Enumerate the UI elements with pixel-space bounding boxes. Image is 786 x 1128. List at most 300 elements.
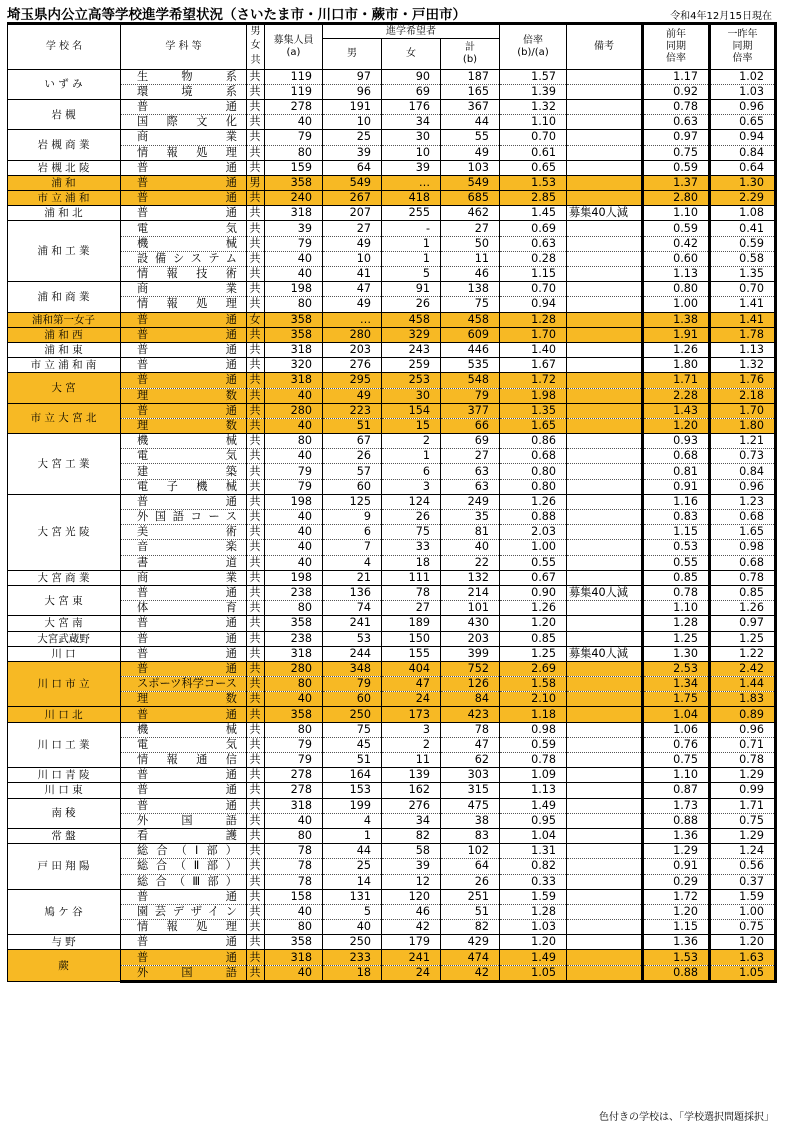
prev2-year-ratio: 1.41 [710, 312, 776, 327]
male-value: 26 [323, 449, 382, 464]
table-row [8, 753, 776, 768]
note-value [567, 601, 643, 616]
prev-year-ratio: 1.15 [643, 525, 710, 540]
prev2-year-ratio: 0.58 [710, 251, 776, 266]
note-value [567, 661, 643, 676]
total-value: 458 [441, 312, 500, 327]
capacity-value: 358 [265, 175, 323, 190]
sex-type: 共 [247, 449, 265, 464]
school-name: 鳩 ケ 谷 [8, 889, 121, 935]
note-value: 募集40人減 [567, 206, 643, 221]
total-value: 81 [441, 525, 500, 540]
capacity-value: 358 [265, 312, 323, 327]
capacity-value: 358 [265, 935, 323, 950]
table-row [8, 160, 776, 175]
female-value: 34 [382, 115, 441, 130]
female-value: 150 [382, 631, 441, 646]
capacity-value: 79 [265, 130, 323, 145]
capacity-value: 358 [265, 327, 323, 342]
table-row [8, 434, 776, 449]
female-value: 179 [382, 935, 441, 950]
note-value [567, 479, 643, 494]
male-value: 348 [323, 661, 382, 676]
total-value: 103 [441, 160, 500, 175]
prev-year-ratio: 1.17 [643, 69, 710, 84]
school-name: 川 口 東 [8, 783, 121, 798]
note-value [567, 282, 643, 297]
capacity-value: 80 [265, 297, 323, 312]
total-value: 549 [441, 175, 500, 190]
capacity-value: 318 [265, 342, 323, 357]
prev-year-ratio: 0.81 [643, 464, 710, 479]
table-row [8, 403, 776, 418]
female-value: 458 [382, 312, 441, 327]
male-value: 199 [323, 798, 382, 813]
total-value: 609 [441, 327, 500, 342]
table-row [8, 722, 776, 737]
sex-type: 共 [247, 737, 265, 752]
sex-type: 共 [247, 130, 265, 145]
prev-year-ratio: 1.28 [643, 616, 710, 631]
note-value [567, 494, 643, 509]
prev2-year-ratio: 0.41 [710, 221, 776, 236]
female-value: 27 [382, 601, 441, 616]
note-value [567, 251, 643, 266]
male-value: 125 [323, 494, 382, 509]
note-value [567, 403, 643, 418]
table-row [8, 828, 776, 843]
note-value [567, 69, 643, 84]
table-row [8, 418, 776, 433]
female-value: 75 [382, 525, 441, 540]
sex-type: 共 [247, 950, 265, 965]
course-name: 電子機械 [121, 479, 247, 494]
note-value [567, 510, 643, 525]
capacity-value: 80 [265, 920, 323, 935]
sex-type: 共 [247, 874, 265, 889]
school-name: 浦 和 東 [8, 342, 121, 357]
course-name: 普通 [121, 950, 247, 965]
sex-type: 女 [247, 312, 265, 327]
sex-type: 共 [247, 935, 265, 950]
table-row [8, 69, 776, 84]
page-title: 埼玉県内公立高等学校進学希望状況（さいたま市・川口市・蕨市・戸田市） [7, 7, 466, 23]
prev2-year-ratio: 0.89 [710, 707, 776, 722]
total-value: 44 [441, 115, 500, 130]
prev2-year-ratio: 1.23 [710, 494, 776, 509]
prev-year-ratio: 0.29 [643, 874, 710, 889]
capacity-value: 158 [265, 889, 323, 904]
sex-type: 共 [247, 115, 265, 130]
school-name: 大 宮 商 業 [8, 570, 121, 585]
prev2-year-ratio: 1.35 [710, 267, 776, 282]
prev2-year-ratio: 0.94 [710, 130, 776, 145]
table-row [8, 935, 776, 950]
total-value: 315 [441, 783, 500, 798]
male-value: 79 [323, 677, 382, 692]
male-value: 49 [323, 388, 382, 403]
course-name: 普通 [121, 358, 247, 373]
course-name: 電気 [121, 449, 247, 464]
prev-year-ratio: 1.75 [643, 692, 710, 707]
note-value [567, 191, 643, 206]
sex-type: 共 [247, 555, 265, 570]
capacity-value: 40 [265, 525, 323, 540]
prev2-year-ratio: 0.65 [710, 115, 776, 130]
course-name: 普通 [121, 99, 247, 114]
total-value: 423 [441, 707, 500, 722]
school-name: 市 立 浦 和 南 [8, 358, 121, 373]
prev-year-ratio: 0.75 [643, 753, 710, 768]
total-value: 548 [441, 373, 500, 388]
male-value: 41 [323, 267, 382, 282]
male-value: 203 [323, 342, 382, 357]
prev2-year-ratio: 1.71 [710, 798, 776, 813]
note-value: 募集40人減 [567, 646, 643, 661]
note-value [567, 768, 643, 783]
table-row [8, 388, 776, 403]
sex-type: 共 [247, 646, 265, 661]
table-row [8, 175, 776, 190]
male-value: 60 [323, 692, 382, 707]
ratio-value: 1.53 [500, 175, 567, 190]
prev2-year-ratio: 1.70 [710, 403, 776, 418]
ratio-value: 0.85 [500, 631, 567, 646]
header-sex-c: 共 [247, 54, 265, 69]
female-value: 90 [382, 69, 441, 84]
capacity-value: 40 [265, 692, 323, 707]
prev-year-ratio: 1.53 [643, 950, 710, 965]
female-value: 1 [382, 251, 441, 266]
total-value: 535 [441, 358, 500, 373]
sex-type: 共 [247, 585, 265, 600]
capacity-value: 119 [265, 69, 323, 84]
table-row [8, 312, 776, 327]
male-value: 51 [323, 418, 382, 433]
female-value: 26 [382, 297, 441, 312]
total-value: 63 [441, 479, 500, 494]
header-sex-f: 女 [247, 39, 265, 54]
ratio-value: 0.94 [500, 297, 567, 312]
prev2-year-ratio: 1.05 [710, 965, 776, 981]
ratio-value: 0.86 [500, 434, 567, 449]
sex-type: 共 [247, 282, 265, 297]
table-row [8, 874, 776, 889]
capacity-value: 79 [265, 753, 323, 768]
course-name: 普通 [121, 768, 247, 783]
prev-year-ratio: 0.78 [643, 585, 710, 600]
school-name: 戸 田 翔 陽 [8, 844, 121, 890]
male-value: 47 [323, 282, 382, 297]
capacity-value: 278 [265, 768, 323, 783]
ratio-value: 0.33 [500, 874, 567, 889]
note-value [567, 920, 643, 935]
male-value: 4 [323, 555, 382, 570]
prev-year-ratio: 0.91 [643, 479, 710, 494]
female-value: 46 [382, 904, 441, 919]
total-value: 187 [441, 69, 500, 84]
sex-type: 共 [247, 251, 265, 266]
total-value: 22 [441, 555, 500, 570]
capacity-value: 80 [265, 601, 323, 616]
capacity-value: 198 [265, 494, 323, 509]
course-name: 美術 [121, 525, 247, 540]
female-value: 78 [382, 585, 441, 600]
total-value: 64 [441, 859, 500, 874]
female-value: 418 [382, 191, 441, 206]
course-name: 普通 [121, 798, 247, 813]
prev2-year-ratio: 1.80 [710, 418, 776, 433]
ratio-value: 0.68 [500, 449, 567, 464]
school-name: 浦 和 [8, 175, 121, 190]
ratio-value: 1.28 [500, 904, 567, 919]
capacity-value: 78 [265, 844, 323, 859]
note-value [567, 965, 643, 981]
prev-year-ratio: 0.91 [643, 859, 710, 874]
total-value: 26 [441, 874, 500, 889]
capacity-value: 39 [265, 221, 323, 236]
table-row [8, 965, 776, 981]
course-name: 普通 [121, 631, 247, 646]
female-value: 124 [382, 494, 441, 509]
ratio-value: 1.35 [500, 403, 567, 418]
ratio-value: 1.98 [500, 388, 567, 403]
female-value: 404 [382, 661, 441, 676]
capacity-value: 40 [265, 965, 323, 981]
prev2-year-ratio: 0.84 [710, 145, 776, 160]
table-row [8, 464, 776, 479]
ratio-value: 0.80 [500, 464, 567, 479]
prev2-year-ratio: 0.68 [710, 555, 776, 570]
male-value: 67 [323, 434, 382, 449]
course-name: 情報処理 [121, 145, 247, 160]
prev2-year-ratio: 1.00 [710, 904, 776, 919]
total-value: 46 [441, 267, 500, 282]
male-value: 21 [323, 570, 382, 585]
ratio-value: 0.63 [500, 236, 567, 251]
ratio-value: 1.20 [500, 616, 567, 631]
female-value: 15 [382, 418, 441, 433]
prev2-year-ratio: 1.78 [710, 327, 776, 342]
male-value: 250 [323, 707, 382, 722]
sex-type: 共 [247, 206, 265, 221]
prev2-year-ratio: 0.59 [710, 236, 776, 251]
course-name: 理数 [121, 388, 247, 403]
table-row [8, 206, 776, 221]
ratio-value: 0.98 [500, 722, 567, 737]
total-value: 685 [441, 191, 500, 206]
table-row [8, 221, 776, 236]
ratio-value: 1.39 [500, 84, 567, 99]
ratio-value: 0.78 [500, 753, 567, 768]
course-name: 情報通信 [121, 753, 247, 768]
capacity-value: 40 [265, 555, 323, 570]
prev2-year-ratio: 0.85 [710, 585, 776, 600]
capacity-value: 40 [265, 813, 323, 828]
capacity-value: 318 [265, 646, 323, 661]
male-value: 27 [323, 221, 382, 236]
total-value: 49 [441, 145, 500, 160]
total-value: 38 [441, 813, 500, 828]
school-name: 川 口 工 業 [8, 722, 121, 768]
school-name: 岩 槻 北 陵 [8, 160, 121, 175]
prev2-year-ratio: 1.32 [710, 358, 776, 373]
table-row [8, 540, 776, 555]
course-name: 普通 [121, 585, 247, 600]
prev-year-ratio: 1.30 [643, 646, 710, 661]
header-female: 女 [382, 39, 441, 69]
header-sex-m: 男 [247, 24, 265, 39]
table-row [8, 555, 776, 570]
prev-year-ratio: 1.20 [643, 418, 710, 433]
male-value: 295 [323, 373, 382, 388]
capacity-value: 159 [265, 160, 323, 175]
total-value: 429 [441, 935, 500, 950]
prev-year-ratio: 0.59 [643, 160, 710, 175]
capacity-value: 79 [265, 737, 323, 752]
sex-type: 共 [247, 191, 265, 206]
course-name: 普通 [121, 494, 247, 509]
total-value: 251 [441, 889, 500, 904]
table-row [8, 570, 776, 585]
prev-year-ratio: 0.55 [643, 555, 710, 570]
prev2-year-ratio: 1.26 [710, 601, 776, 616]
note-value [567, 813, 643, 828]
note-value [567, 935, 643, 950]
ratio-value: 1.32 [500, 99, 567, 114]
header-capacity: 募集人員 (a) [265, 24, 323, 70]
sex-type: 共 [247, 267, 265, 282]
total-value: 50 [441, 236, 500, 251]
course-name: 理数 [121, 692, 247, 707]
prev2-year-ratio: 1.22 [710, 646, 776, 661]
course-name: 商業 [121, 570, 247, 585]
course-name: 書道 [121, 555, 247, 570]
sex-type: 共 [247, 479, 265, 494]
capacity-value: 320 [265, 358, 323, 373]
ratio-value: 1.57 [500, 69, 567, 84]
table-row [8, 661, 776, 676]
table-row [8, 707, 776, 722]
school-name: 市 立 浦 和 [8, 191, 121, 206]
prev2-year-ratio: 2.42 [710, 661, 776, 676]
sex-type: 共 [247, 570, 265, 585]
school-name: 岩 槻 [8, 99, 121, 129]
sex-type: 共 [247, 616, 265, 631]
sex-type: 共 [247, 494, 265, 509]
note-value [567, 388, 643, 403]
male-value: 131 [323, 889, 382, 904]
note-value [567, 358, 643, 373]
table-row [8, 479, 776, 494]
table-row [8, 510, 776, 525]
male-value: 49 [323, 236, 382, 251]
course-name: 普通 [121, 889, 247, 904]
prev2-year-ratio: 0.70 [710, 282, 776, 297]
prev2-year-ratio: 1.83 [710, 692, 776, 707]
school-name: 浦 和 西 [8, 327, 121, 342]
table-row [8, 889, 776, 904]
note-value [567, 737, 643, 752]
ratio-value: 1.10 [500, 115, 567, 130]
prev2-year-ratio: 0.84 [710, 464, 776, 479]
header-applicants: 進学希望者 [323, 24, 500, 39]
female-value: 255 [382, 206, 441, 221]
capacity-value: 80 [265, 722, 323, 737]
ratio-value: 1.31 [500, 844, 567, 859]
prev-year-ratio: 1.80 [643, 358, 710, 373]
prev2-year-ratio: 1.63 [710, 950, 776, 965]
prev-year-ratio: 1.10 [643, 601, 710, 616]
prev2-year-ratio: 0.75 [710, 920, 776, 935]
prev-year-ratio: 1.20 [643, 904, 710, 919]
capacity-value: 280 [265, 403, 323, 418]
capacity-value: 358 [265, 707, 323, 722]
ratio-value: 1.59 [500, 889, 567, 904]
total-value: 47 [441, 737, 500, 752]
ratio-value: 0.80 [500, 479, 567, 494]
prev-year-ratio: 1.43 [643, 403, 710, 418]
male-value: 191 [323, 99, 382, 114]
prev-year-ratio: 1.34 [643, 677, 710, 692]
table-row [8, 191, 776, 206]
course-name: 普通 [121, 342, 247, 357]
sex-type: 共 [247, 828, 265, 843]
prev2-year-ratio: 1.29 [710, 828, 776, 843]
capacity-value: 238 [265, 631, 323, 646]
prev2-year-ratio: 0.71 [710, 737, 776, 752]
female-value: 11 [382, 753, 441, 768]
sex-type: 共 [247, 692, 265, 707]
female-value: 24 [382, 965, 441, 981]
ratio-value: 1.49 [500, 798, 567, 813]
header-course: 学 科 等 [121, 24, 247, 70]
note-value [567, 99, 643, 114]
capacity-value: 40 [265, 449, 323, 464]
note-value [567, 130, 643, 145]
prev2-year-ratio: 1.59 [710, 889, 776, 904]
sex-type: 共 [247, 965, 265, 981]
note-value [567, 327, 643, 342]
male-value: 51 [323, 753, 382, 768]
male-value: 153 [323, 783, 382, 798]
prev2-year-ratio: 0.68 [710, 510, 776, 525]
female-value: 3 [382, 722, 441, 737]
female-value: 329 [382, 327, 441, 342]
school-name: 大 宮 南 [8, 616, 121, 631]
male-value: 549 [323, 175, 382, 190]
male-value: 25 [323, 130, 382, 145]
male-value: 207 [323, 206, 382, 221]
note-value [567, 175, 643, 190]
prev2-year-ratio: 0.96 [710, 722, 776, 737]
prev2-year-ratio: 1.44 [710, 677, 776, 692]
female-value: 82 [382, 828, 441, 843]
female-value: 243 [382, 342, 441, 357]
total-value: 102 [441, 844, 500, 859]
table-row [8, 297, 776, 312]
total-value: 752 [441, 661, 500, 676]
total-value: 75 [441, 297, 500, 312]
table-row [8, 251, 776, 266]
prev-year-ratio: 1.36 [643, 935, 710, 950]
total-value: 367 [441, 99, 500, 114]
male-value: 18 [323, 965, 382, 981]
ratio-value: 1.40 [500, 342, 567, 357]
prev-year-ratio: 0.85 [643, 570, 710, 585]
table-row [8, 798, 776, 813]
school-name: 大 宮 光 陵 [8, 494, 121, 570]
